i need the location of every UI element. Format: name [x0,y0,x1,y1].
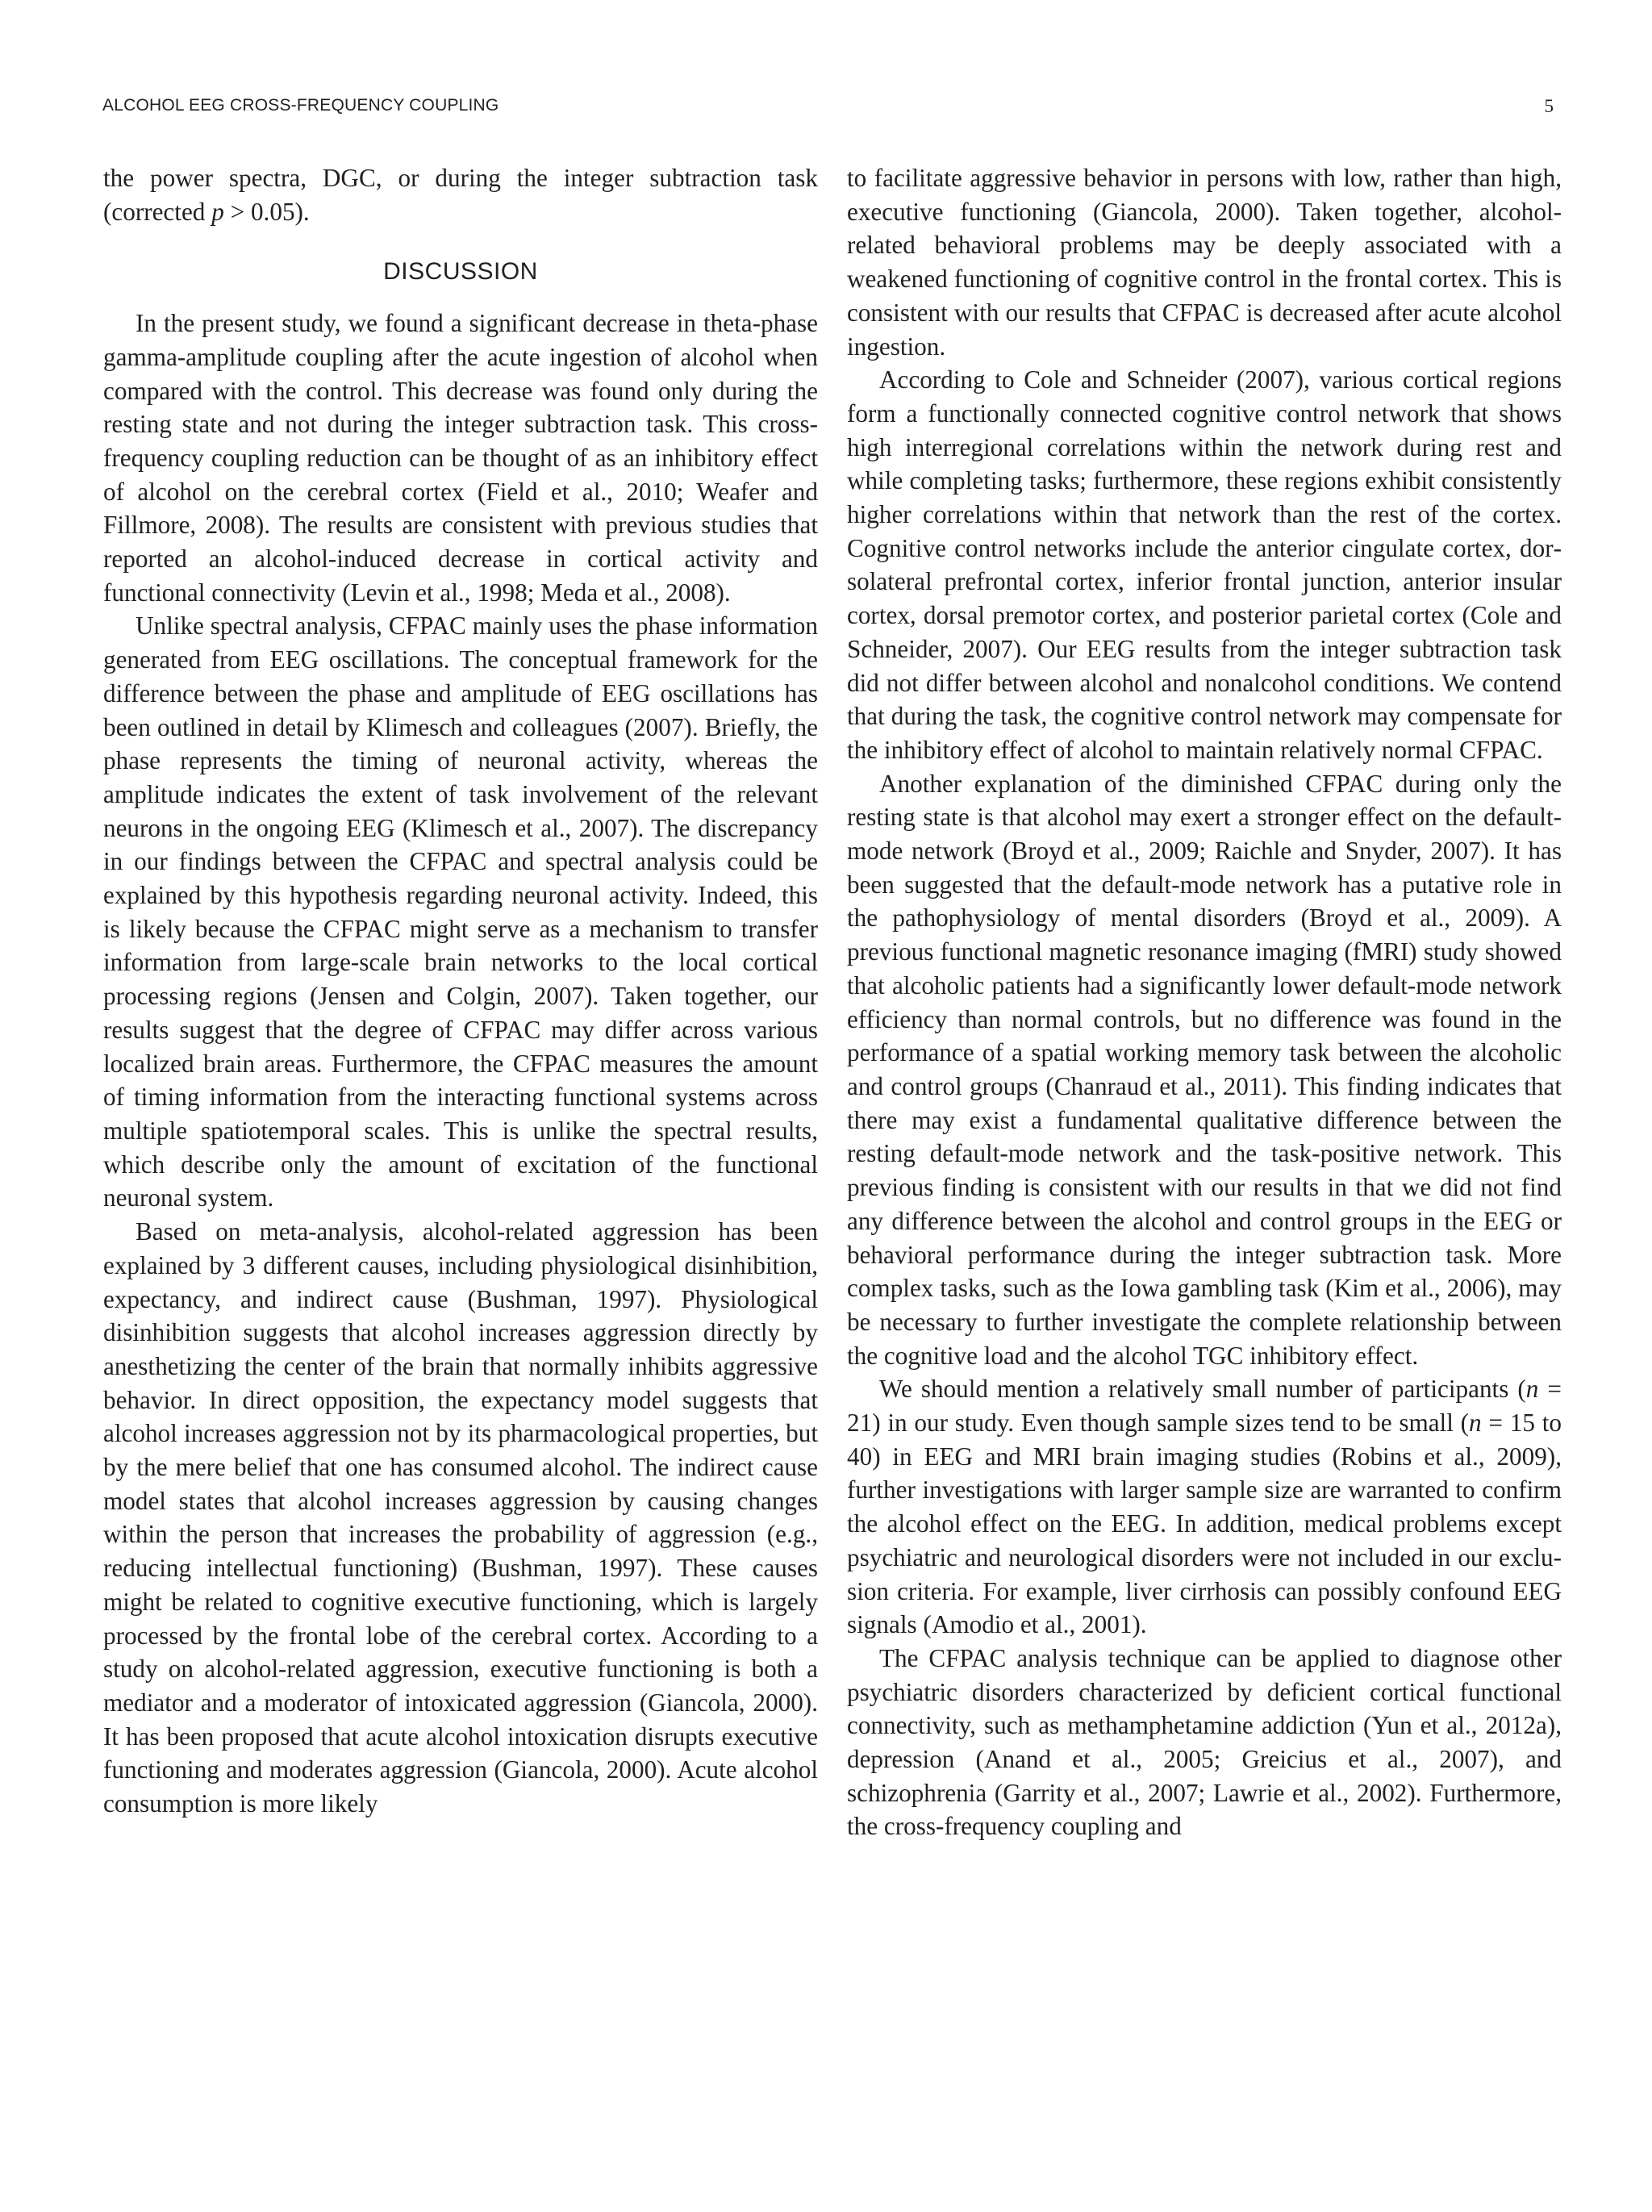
intro-text: the power spectra, DGC, or during the integer subtraction task (corrected [103,164,818,226]
paragraph: to facilitate aggressive behavior in persons with low, rather than high, executive functioning (Giancola, 2000). Taken together, alcohol-related behavioral problems may be deeply associated with a weakened functioning of cognitive control in the frontal cortex. This is consistent with our results that CFPAC is decreased after acute alcohol ingestion. [847,164,1562,361]
paragraph-text: = 21) in our study. Even though sample sizes tend to be small ( [847,1375,1562,1438]
paragraph: The CFPAC analysis technique can be applied to diagnose other psychiatric disorders characterized by deficient cortical functional connectivity, such as methamphetamine addiction (Yun et al., 2012a), depression (Anand et al., 2005; Greicius et al., 2007), and schizophrenia (Garrity et al., 2007; Lawrie et al., 2002). Furthermore, the cross-frequency coupling and [847,1643,1562,1841]
paragraph: Another explanation of the diminished CFPAC during only the resting state is that alcohol may exert a stronger effect on the default-mode network (Broyd et al., 2009; Raichle and Snyder, 2007). It has been suggested that the default-mode network has a putative role in the pathophysiology of mental disorders (Broyd et al., 2009). A previous functional magnetic resonance imaging (fMRI) study showed that alcoholic patients had a significantly lower default-mode network efficiency than normal controls, but no difference was found in the performance of a spatial working memory task between the alcoholic and control groups (Chanraud et al., 2011). This finding indicates that there may exist a fundamental qualitative difference between the resting default-mode network and the task-positive network. This previous finding is consistent with our results in that we did not find any difference between the alcohol and control groups in the EEG or behavioral performance during the integer subtraction task. More complex tasks, such as the Iowa gambling task (Kim et al., 2006), may be necessary to further investigate the complete relationship between the cognitive load and the alcohol TGC inhibitory effect. [847,769,1562,1370]
intro-paragraph [103,161,818,228]
paragraph: According to Cole and Schneider (2007), various cortical regions form a functionally connected cognitive control network that shows high interregional correlations within the network during rest and while completing tasks; furthermore, these regions exhibit consistently higher correlations within that network than the rest of the cortex. Cognitive control networks include the anterior cingulate cortex, dorsolateral prefrontal cortex, inferior frontal junction, anterior insular cortex, dorsal premotor cortex, and posterior parietal cortex (Cole and Schneider, 2007). Our EEG results from the integer subtraction task did not differ between alcohol and nonalcohol conditions. We contend that during the task, the cognitive control network may compensate for the inhibitory effect of alcohol to maintain relatively normal CFPAC. [847,365,1562,764]
section-heading: DISCUSSION [383,258,538,286]
paragraph: Unlike spectral analysis, CFPAC mainly uses the phase information generated from EEG oscillations. The conceptual framework for the difference between the phase and amplitude of EEG oscillations has been outlined in detail by Klimesch and colleagues (2007). Briefly, the phase represents the timing of neuronal activity, whereas the amplitude indicates the extent of task involvement of the relevant neurons in the ongoing EEG (Klimesch et al., 2007). The discrepancy in our findings between the CFPAC and spectral analysis could be explained by this hypothesis regarding neuronal activity. Indeed, this is likely because the CFPAC might serve as a mechanism to transfer information from large-scale brain networks to the local cortical processing regions (Jensen and Colgin, 2007). Taken together, our results suggest that the degree of CFPAC may differ across various localized brain areas. Furthermore, the CFPAC measures the amount of timing information from the interacting functional systems across multiple spatiotemporal scales. This is unlike the spectral results, which describe only the amount of excitation of the functional neuronal system. [103,611,818,1212]
paragraph-text: We should mention a relatively small number of participants ( [879,1375,1526,1404]
p-symbol: p [211,197,224,226]
left-column [103,161,818,1821]
paragraph: Based on meta-analysis, alcohol-related aggression has been explained by 3 different causes, including physiological disinhibition, expectancy, and indirect cause (Bushman, 1997). Physiological disinhibition suggests that alcohol increases aggression directly by anesthetizing the center of the brain that normally inhibits aggressive behavior. In direct opposition, the expectancy model suggests that alcohol increases aggression not by its pharmacological properties, but by the mere belief that one has consumed alcohol. The indirect cause model states that alcohol increases aggression by causing changes within the person that increases the probability of aggression (e.g., reducing intellectual functioning) (Bushman, 1997). These causes might be related to cognitive executive functioning, which is largely processed by the frontal lobe of the cerebral cortex. According to a study on alcohol-related aggression, executive functioning is both a mediator and a moderator of intoxicated aggression (Giancola, 2000). It has been proposed that acute alcohol intoxication disrupts executive functioning and moderates aggression (Giancola, 2000). Acute alcohol consumption is more likely [103,1217,818,1818]
running-head: ALCOHOL EEG CROSS-FREQUENCY COUPLING [102,96,499,115]
right-column [847,161,1562,1843]
paragraph: In the present study, we found a significant decrease in theta-phase gamma-amplitude coupling after the acute ingestion of alcohol when compared with the control. This decrease was found only during the resting state and not during the integer subtraction task. This cross-frequency coupling reduction can be thought of as an inhibitory effect of alcohol on the cerebral cortex (Field et al., 2010; Weafer and Fillmore, 2008). The results are consistent with previous studies that reported an alcohol-induced decrease in cortical activity and functional connectivity (Levin et al., 1998; Meda et al., 2008). [103,309,818,607]
paragraph-text: = 15 to 40) in EEG and MRI brain imaging studies (Robins et al., 2009), further investigations with larger sample size are warranted to confirm the alcohol effect on the EEG. In addition, medical problems except psychiatric and neurological disorders were not included in our exclusion criteria. For example, liver cirrhosis can possibly confound EEG signals (Amodio et al., 2001). [847,1409,1562,1639]
page-number: 5 [1544,96,1554,116]
intro-text-end: > 0.05). [223,197,310,226]
n-symbol: n [1525,1375,1539,1404]
sample-size-paragraph [847,1372,1562,1642]
n-symbol: n [1469,1409,1482,1438]
